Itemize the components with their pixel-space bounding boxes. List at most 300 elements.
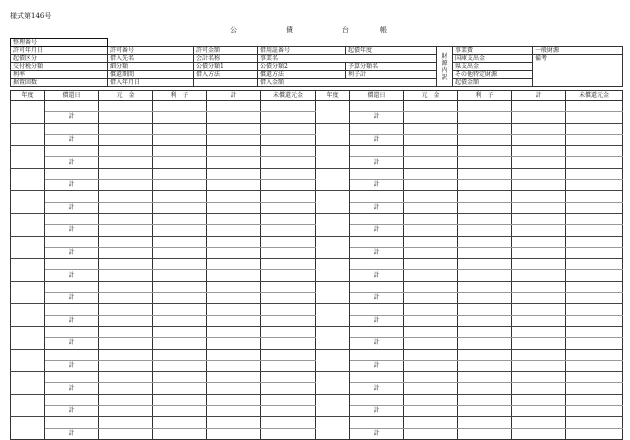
ledger-cell [45, 304, 99, 315]
ledger-cell [207, 180, 261, 191]
ledger-cell [153, 191, 207, 202]
ledger-cell [566, 394, 623, 405]
ledger-cell [207, 406, 261, 417]
subtotal-label: 計 [45, 338, 99, 349]
subtotal-label: 計 [45, 383, 99, 394]
ledger-cell [404, 146, 458, 157]
ledger-cell [458, 134, 512, 145]
ledger-cell [566, 146, 623, 157]
field-kisai-year: 起債年度 [346, 47, 437, 55]
nendo-cell [11, 123, 45, 146]
ledger-entry-row [11, 259, 623, 270]
ledger-cell [261, 281, 316, 292]
subtotal-label: 計 [350, 112, 404, 123]
ledger-cell [207, 428, 261, 439]
ledger-cell [153, 236, 207, 247]
ledger-cell [261, 259, 316, 270]
ledger-cell [566, 293, 623, 304]
ledger-cell [458, 281, 512, 292]
ledger-cell [207, 134, 261, 145]
ledger-cell [512, 394, 566, 405]
ledger-cell [207, 112, 261, 123]
ledger-cell [404, 123, 458, 134]
ledger-entry-row [11, 304, 623, 315]
ledger-entry-row [11, 191, 623, 202]
ledger-cell [458, 112, 512, 123]
field-borrow-method: 借入方法 [194, 71, 258, 79]
ledger-cell [207, 168, 261, 179]
ledger-cell [99, 326, 153, 337]
subtotal-label: 計 [45, 202, 99, 213]
ledger-cell [261, 168, 316, 179]
col-principal: 元 金 [99, 91, 153, 101]
ledger-cell [404, 101, 458, 112]
ledger-cell [512, 168, 566, 179]
ledger-cell [261, 202, 316, 213]
ledger-cell [512, 157, 566, 168]
ledger-cell [261, 191, 316, 202]
subtotal-label: 計 [45, 225, 99, 236]
subtotal-label: 計 [350, 180, 404, 191]
ledger-cell [350, 326, 404, 337]
ledger-cell [404, 326, 458, 337]
nendo-cell [316, 168, 350, 191]
ledger-cell [99, 123, 153, 134]
ledger-cell [45, 191, 99, 202]
remarks-label: 備考 [535, 55, 548, 62]
ledger-cell [207, 326, 261, 337]
ledger-cell [207, 123, 261, 134]
nendo-cell [11, 349, 45, 372]
ledger-cell [350, 417, 404, 428]
ledger-cell [512, 236, 566, 247]
ledger-cell [153, 202, 207, 213]
ledger-cell [207, 225, 261, 236]
ledger-cell [512, 213, 566, 224]
ledger-cell [512, 338, 566, 349]
ledger-cell [458, 123, 512, 134]
ledger-cell [404, 293, 458, 304]
ledger-cell [350, 236, 404, 247]
subtotal-label: 計 [350, 247, 404, 258]
subtotal-label: 計 [45, 157, 99, 168]
ledger-cell [99, 112, 153, 123]
ledger-cell [350, 259, 404, 270]
ledger-entry-row [11, 349, 623, 360]
field-project: 事業名 [258, 55, 437, 63]
ledger-cell [153, 383, 207, 394]
ledger-cell [404, 213, 458, 224]
ledger-cell [99, 383, 153, 394]
ledger-cell [261, 417, 316, 428]
subtotal-label: 計 [45, 180, 99, 191]
ledger-cell [512, 326, 566, 337]
col-interest: 利 子 [153, 91, 207, 101]
nendo-cell [11, 213, 45, 236]
ledger-cell [99, 157, 153, 168]
subtotal-label: 計 [45, 134, 99, 145]
ledger-cell [99, 259, 153, 270]
ledger-entry-row [11, 123, 623, 134]
ledger-cell [566, 180, 623, 191]
ledger-cell [99, 304, 153, 315]
ledger-cell [261, 180, 316, 191]
ledger-cell [458, 259, 512, 270]
ledger-cell [261, 304, 316, 315]
ledger-cell [45, 146, 99, 157]
ledger-entry-row [11, 372, 623, 383]
ledger-cell [350, 304, 404, 315]
ledger-cell [207, 101, 261, 112]
ledger-cell [261, 349, 316, 360]
nendo-cell [11, 191, 45, 214]
zaigen-kisai: 起債金額 [453, 79, 533, 87]
ledger-cell [458, 180, 512, 191]
ledger-cell [350, 394, 404, 405]
ledger-cell [99, 146, 153, 157]
ledger-cell [566, 101, 623, 112]
ledger-cell [350, 101, 404, 112]
ledger-cell [566, 270, 623, 281]
field-kofuzei: 交付税分類 [11, 63, 108, 71]
ledger-cell [207, 247, 261, 258]
ledger-cell [350, 213, 404, 224]
field-kosai1: 公債分類1 [194, 63, 258, 71]
ledger-body [11, 101, 623, 440]
ledger-cell [512, 191, 566, 202]
ledger-cell [350, 349, 404, 360]
ledger-cell [261, 360, 316, 371]
ledger-cell [99, 372, 153, 383]
ledger-cell [99, 225, 153, 236]
nendo-cell [316, 394, 350, 417]
ledger-cell [207, 236, 261, 247]
ledger-cell [207, 304, 261, 315]
ledger-cell [458, 146, 512, 157]
ledger-cell [99, 101, 153, 112]
ledger-cell [404, 225, 458, 236]
ledger-cell [512, 281, 566, 292]
title-char: 帳 [380, 26, 387, 34]
field-empty [194, 79, 258, 87]
ledger-cell [566, 360, 623, 371]
ledger-cell [404, 270, 458, 281]
nendo-cell [316, 146, 350, 169]
ledger-cell [512, 134, 566, 145]
nendo-cell [11, 372, 45, 395]
ledger-cell [566, 247, 623, 258]
ledger-cell [261, 406, 316, 417]
ledger-header-row [11, 91, 623, 101]
ledger-cell [99, 247, 153, 258]
ledger-cell [404, 247, 458, 258]
field-account: 会計名称 [194, 55, 258, 63]
ledger-cell [404, 202, 458, 213]
subtotal-label: 計 [350, 225, 404, 236]
col-unpaid-2: 未償還元金 [566, 91, 623, 101]
ledger-cell [566, 304, 623, 315]
ledger-cell [153, 225, 207, 236]
ledger-cell [512, 417, 566, 428]
ledger-cell [261, 101, 316, 112]
nendo-cell [316, 326, 350, 349]
ledger-cell [99, 191, 153, 202]
nendo-cell [11, 394, 45, 417]
nendo-cell [316, 372, 350, 395]
ledger-cell [261, 112, 316, 123]
ledger-cell [153, 180, 207, 191]
ledger-entry-row [11, 213, 623, 224]
col-nendo-2: 年度 [316, 91, 350, 101]
ledger-cell [261, 146, 316, 157]
subtotal-label: 計 [350, 406, 404, 417]
ledger-cell [458, 349, 512, 360]
ledger-cell [566, 157, 623, 168]
ledger-cell [153, 270, 207, 281]
ledger-cell [153, 293, 207, 304]
ledger-cell [261, 338, 316, 349]
nendo-cell [316, 101, 350, 124]
nendo-cell [316, 304, 350, 327]
ledger-cell [404, 360, 458, 371]
ledger-cell [350, 146, 404, 157]
col-shokan-date-2: 償還日 [350, 91, 404, 101]
ledger-cell [458, 157, 512, 168]
ledger-cell [207, 360, 261, 371]
field-kyoka-date: 許可年月日 [11, 47, 108, 55]
ledger-cell [512, 123, 566, 134]
field-period: 償還期間 [108, 71, 194, 79]
field-lender: 借入先名 [108, 55, 194, 63]
ledger-cell [404, 259, 458, 270]
ledger-cell [153, 281, 207, 292]
ledger-entry-row [11, 236, 623, 247]
ledger-cell [566, 213, 623, 224]
ledger-cell [153, 428, 207, 439]
page-title [230, 25, 400, 37]
ledger-cell [153, 259, 207, 270]
ledger-cell [512, 180, 566, 191]
nendo-cell [11, 101, 45, 124]
zaigen-jigyohi: 事業費 [453, 47, 533, 55]
ledger-cell [404, 406, 458, 417]
nendo-cell [11, 304, 45, 327]
ledger-cell [207, 293, 261, 304]
subtotal-label: 計 [350, 315, 404, 326]
ledger-cell [45, 349, 99, 360]
ledger-cell [404, 417, 458, 428]
ledger-cell [458, 360, 512, 371]
ledger-cell [566, 134, 623, 145]
zaigen-ken: 県支出金 [453, 63, 533, 71]
ledger-cell [153, 157, 207, 168]
ledger-cell [404, 372, 458, 383]
ledger-cell [566, 191, 623, 202]
ledger-cell [153, 406, 207, 417]
col-total: 計 [207, 91, 261, 101]
ledger-cell [566, 349, 623, 360]
ledger-cell [261, 428, 316, 439]
col-interest-2: 利 子 [458, 91, 512, 101]
ledger-cell [512, 247, 566, 258]
ledger-cell [207, 202, 261, 213]
ledger-cell [153, 349, 207, 360]
ledger-cell [404, 112, 458, 123]
subtotal-label: 計 [45, 293, 99, 304]
ledger-cell [207, 270, 261, 281]
ledger-cell [153, 146, 207, 157]
ledger-cell [512, 259, 566, 270]
remarks-box [533, 55, 623, 87]
ledger-cell [261, 236, 316, 247]
ledger-cell [458, 304, 512, 315]
col-shokan-date: 償還日 [45, 91, 99, 101]
ledger-cell [458, 326, 512, 337]
ledger-cell [458, 236, 512, 247]
nendo-cell [316, 349, 350, 372]
ledger-cell [99, 202, 153, 213]
title-char: 債 [286, 26, 293, 34]
ledger-cell [512, 383, 566, 394]
ledger-cell [45, 281, 99, 292]
ledger-cell [99, 236, 153, 247]
ledger-cell [99, 270, 153, 281]
ledger-cell [566, 383, 623, 394]
title-char: 台 [342, 26, 349, 34]
ledger-cell [207, 338, 261, 349]
ledger-cell [207, 259, 261, 270]
ledger-cell [350, 372, 404, 383]
nendo-cell [316, 191, 350, 214]
field-shakuyo-no: 借用証番号 [258, 47, 346, 55]
ledger-cell [153, 304, 207, 315]
nendo-cell [316, 417, 350, 440]
ledger-cell [458, 293, 512, 304]
ledger-cell [261, 315, 316, 326]
nendo-cell [11, 259, 45, 282]
ledger-cell [458, 315, 512, 326]
ledger-cell [458, 168, 512, 179]
ledger-cell [350, 191, 404, 202]
ledger-cell [458, 372, 512, 383]
ledger-cell [404, 180, 458, 191]
ledger-cell [566, 202, 623, 213]
ledger-cell [99, 417, 153, 428]
ledger-cell [207, 213, 261, 224]
ledger-cell [404, 349, 458, 360]
ledger-cell [566, 123, 623, 134]
ledger-cell [45, 213, 99, 224]
subtotal-label: 計 [350, 360, 404, 371]
ledger-cell [153, 326, 207, 337]
ledger-cell [153, 213, 207, 224]
subtotal-label: 計 [45, 112, 99, 123]
field-borrow-date: 借入年月日 [108, 79, 194, 87]
ledger-cell [207, 157, 261, 168]
ledger-cell [458, 213, 512, 224]
nendo-cell [316, 123, 350, 146]
ledger-cell [45, 236, 99, 247]
ledger-cell [458, 383, 512, 394]
field-repay-method: 償還方法 [258, 71, 346, 79]
ledger-cell [99, 213, 153, 224]
ledger-cell [512, 406, 566, 417]
zaigen-other: その他特定財源 [453, 71, 533, 79]
nendo-cell [316, 236, 350, 259]
ledger-cell [566, 281, 623, 292]
ledger-cell [404, 338, 458, 349]
ledger-cell [99, 293, 153, 304]
ledger-cell [207, 191, 261, 202]
ledger-cell [99, 180, 153, 191]
ledger-cell [99, 134, 153, 145]
col-total-2: 計 [512, 91, 566, 101]
ledger-cell [99, 428, 153, 439]
ledger-cell [99, 281, 153, 292]
ledger-cell [512, 304, 566, 315]
ledger-cell [512, 293, 566, 304]
ledger-cell [45, 394, 99, 405]
ledger-cell [566, 372, 623, 383]
ledger-cell [404, 315, 458, 326]
ledger-header-info [10, 38, 623, 87]
subtotal-label: 計 [45, 270, 99, 281]
ledger-cell [566, 168, 623, 179]
repayment-ledger [10, 90, 623, 440]
ledger-cell [404, 134, 458, 145]
field-saibunrui: 細分類 [108, 63, 194, 71]
field-kisai-kubun: 起債区分 [11, 55, 108, 63]
ledger-cell [458, 247, 512, 258]
ledger-cell [207, 372, 261, 383]
subtotal-label: 計 [350, 134, 404, 145]
ledger-cell [512, 315, 566, 326]
ledger-cell [458, 406, 512, 417]
ledger-cell [153, 394, 207, 405]
subtotal-label: 計 [45, 360, 99, 371]
ledger-cell [566, 406, 623, 417]
ledger-cell [207, 417, 261, 428]
ledger-cell [153, 315, 207, 326]
nendo-cell [11, 168, 45, 191]
field-interest-total: 利子計 [346, 71, 437, 79]
field-rate: 利率 [11, 71, 108, 79]
subtotal-label: 計 [45, 428, 99, 439]
ledger-cell [458, 191, 512, 202]
nendo-cell [316, 259, 350, 282]
ledger-cell [566, 112, 623, 123]
ledger-cell [566, 225, 623, 236]
ledger-cell [512, 202, 566, 213]
ledger-cell [99, 349, 153, 360]
ledger-cell [404, 394, 458, 405]
ledger-cell [45, 372, 99, 383]
ledger-cell [153, 417, 207, 428]
field-seiri-bango: 整理番号 [11, 39, 108, 47]
subtotal-label: 計 [350, 270, 404, 281]
ledger-cell [45, 101, 99, 112]
remarks-general: 一般財源 [533, 47, 623, 55]
ledger-cell [566, 236, 623, 247]
field-kyoka-amount: 許可金額 [194, 47, 258, 55]
ledger-cell [512, 112, 566, 123]
subtotal-label: 計 [350, 157, 404, 168]
ledger-cell [153, 372, 207, 383]
nendo-cell [11, 417, 45, 440]
ledger-cell [566, 326, 623, 337]
ledger-cell [153, 101, 207, 112]
ledger-cell [404, 236, 458, 247]
